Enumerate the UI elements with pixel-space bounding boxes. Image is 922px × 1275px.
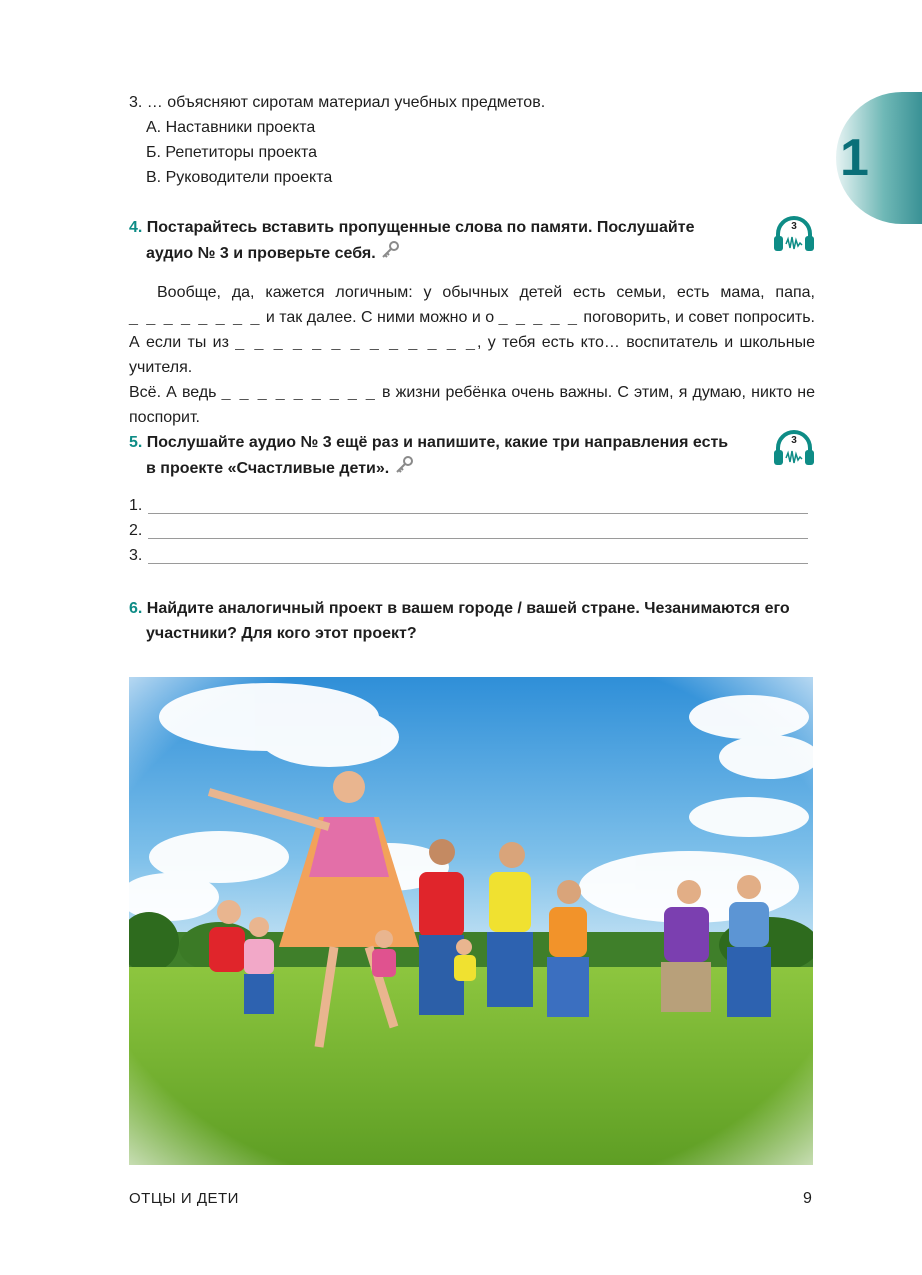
answer-1-label: 1. [129, 497, 143, 514]
task4-text-l2b: поговорить, и совет попросить. [578, 309, 816, 326]
answer-3-line[interactable] [148, 563, 808, 564]
task4-number: 4. [129, 219, 143, 236]
task6-title-line2: участники? Для кого этот проект? [146, 625, 417, 642]
blank-3[interactable]: _ _ _ _ _ _ _ _ _ _ _ _ _ [235, 334, 477, 351]
task4-title-line2: аудио № 3 и проверьте себя. [146, 245, 376, 263]
task4-text-l3a: А если ты из [129, 334, 236, 351]
task4-title-line1: Постарайтесь вставить пропущенные слова по памяти. Послушайте [146, 219, 695, 236]
blank-2[interactable]: _ _ _ _ _ [498, 309, 579, 326]
task4-text-line5: поспорит. [129, 409, 200, 426]
task4-text-l4a: Всё. А ведь [129, 384, 222, 401]
task6-title [129, 596, 829, 646]
answer-2-label: 2. [129, 522, 143, 539]
question3-option-a: А. Наставники проекта [146, 119, 316, 136]
blank-4[interactable]: _ _ _ _ _ _ _ _ _ [221, 384, 377, 401]
task5-title-line2: в проекте «Счастливые дети». [146, 460, 390, 478]
task4-text [129, 280, 815, 430]
children-running-photo [129, 677, 813, 1165]
answer-3-label: 3. [129, 547, 143, 564]
headphones-icon[interactable] [772, 214, 816, 254]
answer-1-line[interactable] [148, 513, 808, 514]
task6-title-line1: Найдите аналогичный проект в вашем городе / вашей стране. Чезанимаются его [146, 600, 790, 617]
footer-chapter-title: ОТЦЫ И ДЕТИ [129, 1190, 239, 1207]
task4-audio-badge: 3 [791, 221, 797, 232]
page-number: 9 [803, 1190, 813, 1207]
task4-title [129, 215, 769, 268]
question3-option-c: В. Руководители проекта [146, 169, 333, 186]
task4-text-l4b: в жизни ребёнка очень важны. С этим, я думаю, никто не [376, 384, 816, 401]
task5-title-line1: Послушайте аудио № 3 ещё раз и напишите, какие три направления есть [146, 434, 729, 451]
key-icon [394, 455, 414, 483]
task4-text-l3b: , у тебя есть кто… воспитатель и школьные учителя. [129, 334, 815, 376]
task5-audio-badge: 3 [791, 435, 797, 446]
task4-text-line1: Вообще, да, кажется логичным: у обычных детей есть семьи, есть мама, папа, [157, 284, 815, 301]
task5-number: 5. [129, 434, 143, 451]
task6-number: 6. [129, 600, 143, 617]
chapter-number: 1 [840, 129, 869, 187]
question3-stem: 3. … объясняют сиротам материал учебных предметов. [129, 94, 546, 111]
blank-1[interactable]: _ _ _ _ _ _ _ _ [129, 309, 262, 326]
question3-option-b: Б. Репетиторы проекта [146, 144, 318, 161]
answer-2-line[interactable] [148, 538, 808, 539]
headphones-icon[interactable] [772, 428, 816, 468]
task4-text-l2a: и так далее. С ними можно и о [261, 309, 499, 326]
key-icon [380, 240, 400, 268]
task5-title [129, 430, 769, 483]
